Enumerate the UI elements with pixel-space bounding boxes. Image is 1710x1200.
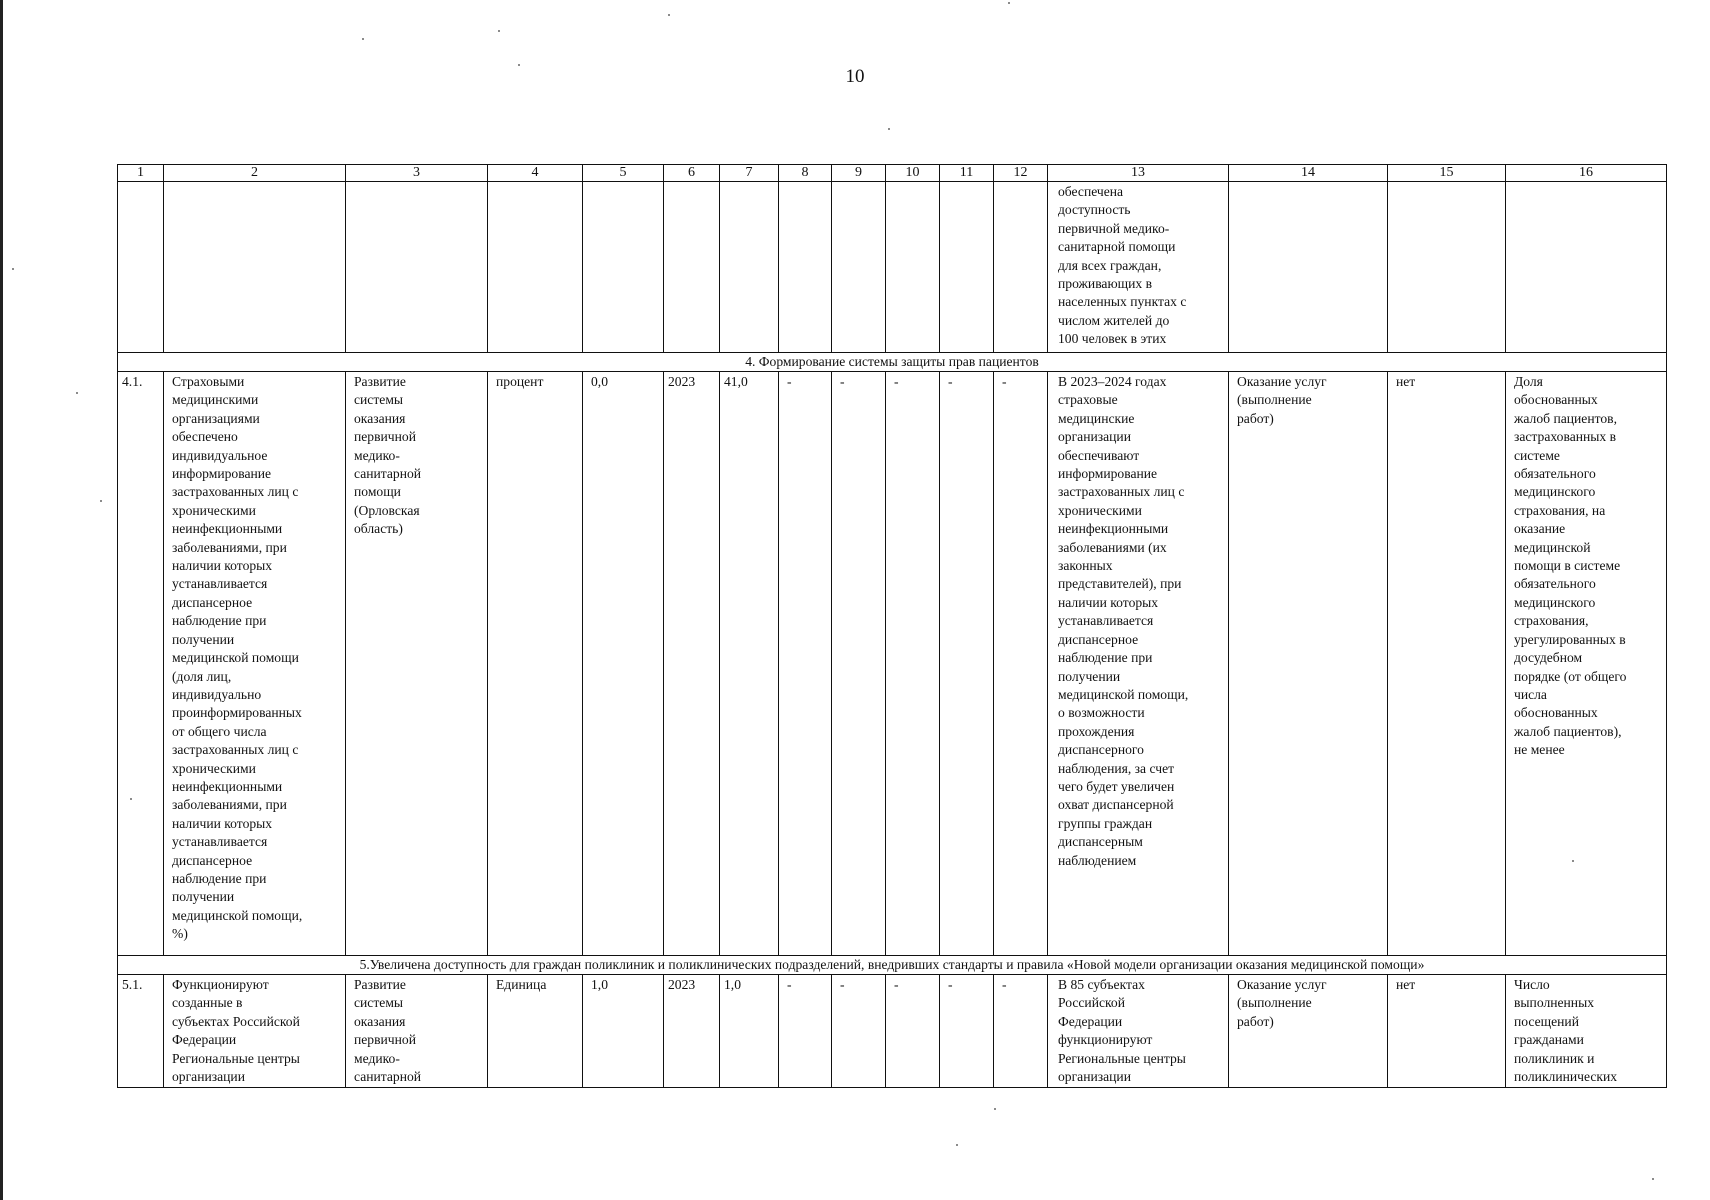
empty-cell <box>1506 182 1667 353</box>
col-header-8: 8 <box>779 165 832 182</box>
col-header-4: 4 <box>488 165 583 182</box>
dash-cell: - <box>832 975 886 1088</box>
scan-speck <box>100 500 102 502</box>
result-cell: Функционируют созданные в субъектах Российской Федерации Региональные центры организации <box>164 975 346 1088</box>
base-year-cell: 2023 <box>664 975 720 1088</box>
type-cell: Оказание услуг (выполнение работ) <box>1229 372 1388 956</box>
base-value-cell: 0,0 <box>583 372 664 956</box>
col-header-10: 10 <box>886 165 940 182</box>
characteristic-cell: В 85 субъектах Российской Федерации функционируют Региональные центры организации <box>1048 975 1229 1088</box>
row-4-1 <box>118 372 1667 956</box>
characteristic-cell: В 2023–2024 годах страховые медицинские организации обеспечивают информирование застрахованных лиц с хроническими неинфекционными заболеваниями (их законных представителей), при наличии которых устанавливается диспансерное наблюдение при получении медицинской помощи, о возможности прохождения диспансерного наблюдения, за счет чего будет увеличен охват диспансерной группы граждан диспансерным наблюдением <box>1048 372 1229 956</box>
scan-speck <box>518 64 520 66</box>
row-number: 5.1. <box>118 975 164 1088</box>
unit-cell: процент <box>488 372 583 956</box>
empty-cell <box>779 182 832 353</box>
dash-cell: - <box>779 975 832 1088</box>
unit-cell: Единица <box>488 975 583 1088</box>
col-header-13: 13 <box>1048 165 1229 182</box>
value-cell: 1,0 <box>720 975 779 1088</box>
measures-table <box>117 164 1667 1088</box>
col-header-11: 11 <box>940 165 994 182</box>
empty-cell <box>1388 182 1506 353</box>
scan-speck <box>130 798 132 800</box>
scan-speck <box>888 128 890 130</box>
empty-cell <box>994 182 1048 353</box>
scan-speck <box>12 268 14 270</box>
section-5-row <box>118 956 1667 975</box>
scan-speck <box>1652 1178 1654 1180</box>
dash-cell: - <box>886 975 940 1088</box>
col-header-16: 16 <box>1506 165 1667 182</box>
scan-speck <box>1008 2 1010 4</box>
col-header-7: 7 <box>720 165 779 182</box>
empty-cell <box>1229 182 1388 353</box>
value-cell: 41,0 <box>720 372 779 956</box>
flag-cell: нет <box>1388 372 1506 956</box>
scan-speck <box>994 1108 996 1110</box>
continuation-row <box>118 182 1667 353</box>
col-header-12: 12 <box>994 165 1048 182</box>
section-4-title: 4. Формирование системы защиты прав пациентов <box>118 353 1667 372</box>
empty-cell <box>118 182 164 353</box>
indicator-cell: Число выполненных посещений гражданами поликлиник и поликлинических <box>1506 975 1667 1088</box>
col-header-6: 6 <box>664 165 720 182</box>
dash-cell: - <box>994 372 1048 956</box>
empty-cell <box>664 182 720 353</box>
empty-cell <box>886 182 940 353</box>
col-header-9: 9 <box>832 165 886 182</box>
scan-speck <box>76 392 78 394</box>
col-header-2: 2 <box>164 165 346 182</box>
scan-speck <box>956 1144 958 1146</box>
empty-cell <box>832 182 886 353</box>
col-header-5: 5 <box>583 165 664 182</box>
empty-cell <box>164 182 346 353</box>
empty-cell <box>720 182 779 353</box>
type-cell: Оказание услуг (выполнение работ) <box>1229 975 1388 1088</box>
empty-cell <box>940 182 994 353</box>
scan-speck <box>362 38 364 40</box>
dash-cell: - <box>886 372 940 956</box>
scan-speck <box>1572 860 1574 862</box>
column-number-row <box>118 165 1667 182</box>
dash-cell: - <box>994 975 1048 1088</box>
base-value-cell: 1,0 <box>583 975 664 1088</box>
col-header-15: 15 <box>1388 165 1506 182</box>
dash-cell: - <box>779 372 832 956</box>
project-cell: Развитие системы оказания первичной медико- санитарной помощи (Орловская область) <box>346 372 488 956</box>
base-year-cell: 2023 <box>664 372 720 956</box>
empty-cell <box>583 182 664 353</box>
col-header-3: 3 <box>346 165 488 182</box>
scan-speck <box>668 14 670 16</box>
empty-cell <box>346 182 488 353</box>
col-header-14: 14 <box>1229 165 1388 182</box>
result-cell: Страховыми медицинскими организациями обеспечено индивидуальное информирование застрахованных лиц с хроническими неинфекционными заболеваниями, при наличии которых устанавливается диспансерное наблюдение при получении медицинской помощи (доля лиц, индивидуально проинформированных от общего числа застрахованных лиц с хроническими неинфекционными заболеваниями, при наличии которых устанавливается диспансерное наблюдение при получении медицинской помощи, %) <box>164 372 346 956</box>
dash-cell: - <box>940 372 994 956</box>
scan-left-edge <box>0 0 3 1200</box>
section-4-row <box>118 353 1667 372</box>
scan-speck <box>498 30 500 32</box>
row-number: 4.1. <box>118 372 164 956</box>
section-5-title: 5.Увеличена доступность для граждан поликлиник и поликлинических подразделений, внедривших стандарты и правила «Новой модели организации оказания медицинской помощи» <box>118 956 1667 975</box>
dash-cell: - <box>832 372 886 956</box>
project-cell: Развитие системы оказания первичной медико- санитарной <box>346 975 488 1088</box>
page-number: 10 <box>845 66 865 87</box>
continuation-characteristic: обеспечена доступность первичной медико- санитарной помощи для всех граждан, проживающих в населенных пунктах с числом жителей до 100 человек в этих <box>1048 182 1229 353</box>
dash-cell: - <box>940 975 994 1088</box>
empty-cell <box>488 182 583 353</box>
row-5-1 <box>118 975 1667 1088</box>
indicator-cell: Доля обоснованных жалоб пациентов, застрахованных в системе обязательного медицинского страхования, на оказание медицинской помощи в системе обязательного медицинского страхования, урегулированных в досудебном порядке (от общего числа обоснованных жалоб пациентов), не менее <box>1506 372 1667 956</box>
col-header-1: 1 <box>118 165 164 182</box>
flag-cell: нет <box>1388 975 1506 1088</box>
